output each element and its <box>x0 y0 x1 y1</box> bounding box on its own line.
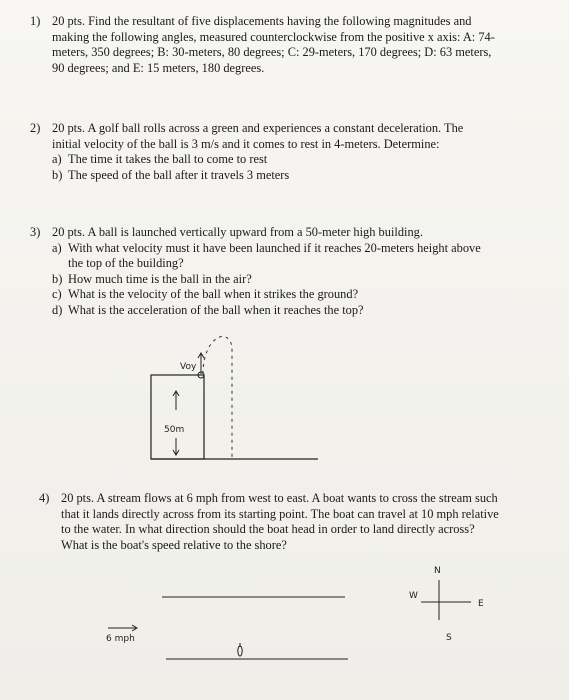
problem-text-line: to the water. In what direction should the boat head in order to land directly across? <box>61 522 475 536</box>
sub-question-a: a) The time it takes the ball to come to rest <box>52 152 268 166</box>
problem-number: 2) <box>30 121 41 135</box>
sub-question-c: c) What is the velocity of the ball when it strikes the ground? <box>52 287 359 301</box>
problem-text-line: 20 pts. A ball is launched vertically upward from a 50-meter high building. <box>52 225 423 239</box>
sub-question-a-continued: the top of the building? <box>68 256 184 270</box>
sub-question-d: d) What is the acceleration of the ball when it reaches the top? <box>52 302 364 317</box>
boat-icon <box>238 643 242 656</box>
problem-2 <box>30 121 463 183</box>
problem-number: 3) <box>30 225 41 239</box>
stream-speed-label: 6 mph <box>106 634 135 644</box>
problem-text-line: that it lands directly across from its starting point. The boat can travel at 10 mph relative <box>61 506 499 521</box>
problem-number: 4) <box>39 491 50 505</box>
problem-text-line: 20 pts. A golf ball rolls across a green and experiences a constant deceleration. The <box>52 121 464 135</box>
sub-question-b: b) How much time is the ball in the air? <box>52 271 252 286</box>
building-ball-sketch <box>140 320 330 470</box>
compass-west: W <box>409 591 418 601</box>
problem-text-line: 20 pts. A stream flows at 6 mph from west to east. A boat wants to cross the stream such <box>61 491 498 505</box>
compass-east: E <box>478 599 484 609</box>
problem-text-line: initial velocity of the ball is 3 m/s and it comes to rest in 4-meters. Determine: <box>52 136 440 151</box>
problem-text-line: 90 degrees; and E: 15 meters, 180 degrees. <box>52 60 265 75</box>
velocity-label: Voy <box>180 362 197 372</box>
sub-question-b: b) The speed of the ball after it travels 3 meters <box>52 167 290 182</box>
problem-4 <box>39 491 499 553</box>
height-label: 50m <box>164 425 185 435</box>
trajectory-dashed <box>203 337 232 459</box>
compass-rose <box>395 558 505 648</box>
problem-text-line: 20 pts. Find the resultant of five displacements having the following magnitudes and <box>52 14 472 28</box>
sub-question-a: a) With what velocity must it have been launched if it reaches 20-meters height above <box>52 240 481 255</box>
problem-text-line: meters, 350 degrees; B: 30-meters, 80 degrees; C: 29-meters, 170 degrees; D: 63 meters, <box>52 45 492 59</box>
problem-text-line: What is the boat's speed relative to the shore? <box>61 537 287 552</box>
problem-text-line: making the following angles, measured counterclockwise from the positive x axis: A: 74- <box>52 29 495 44</box>
problem-1 <box>30 14 495 76</box>
problem-number: 1) <box>30 14 41 28</box>
stream-sketch <box>100 580 360 670</box>
problem-3 <box>30 225 481 318</box>
compass-south: S <box>446 633 452 643</box>
building <box>151 375 204 459</box>
compass-north: N <box>434 566 441 576</box>
